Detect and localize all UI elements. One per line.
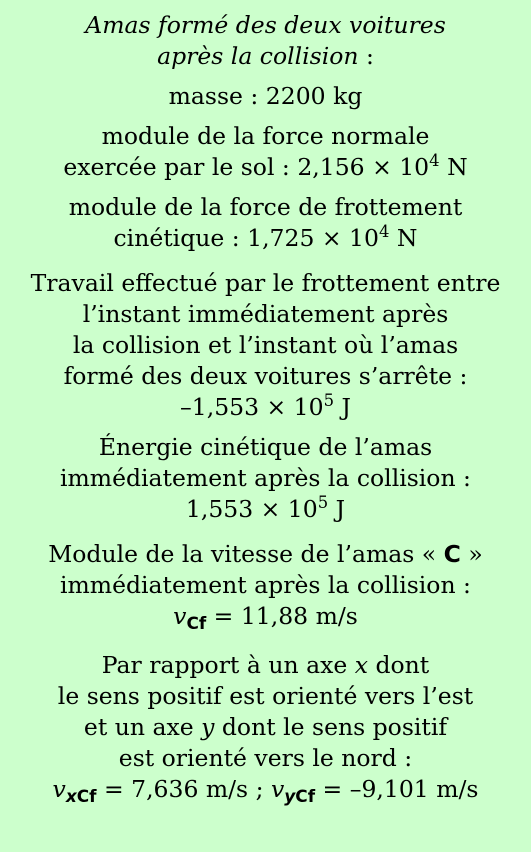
friction-force-block [0,192,531,254]
axes-line-3-text: et un axe [83,713,202,741]
axes-line-4: est orienté vers le nord : [118,744,413,772]
axes-line-1 [0,650,531,681]
speed-line-2: immédiatement après la collision : [60,571,471,599]
kinetic-energy-value: 1,553 × 10 [185,495,318,523]
work-exponent: 5 [323,390,335,410]
title-line-1: Amas formé des deux voitures [85,11,446,39]
normal-force-line-1: module de la force normale [101,122,430,150]
axis-x-variable: x [354,651,368,679]
normal-force-unit: N [439,153,468,181]
speed-variable-subscript: Cf [186,613,207,634]
mass-block [0,81,531,112]
mass-line: masse : 2200 kg [168,82,363,110]
title-line-2-tail: : [358,42,374,70]
work-line-1: Travail effectué par le frottement entre [30,269,501,297]
axes-line-1-tail: dont [367,651,430,679]
speed-value-line [0,601,531,632]
work-unit: J [334,393,351,421]
kinetic-energy-unit: J [328,495,346,523]
vy-variable: v [270,775,285,803]
vy-value: = –9,101 m/s [315,775,479,803]
work-value: –1,553 × 10 [180,393,324,421]
friction-force-line-1: module de la force de frottement [68,193,463,221]
vy-subscript [284,786,315,806]
kinetic-energy-line-1: Énergie cinétique de l’amas [98,433,433,461]
friction-force-line-2 [0,223,531,254]
axes-line-3 [0,712,531,743]
work-block [0,268,531,423]
title-block [0,10,531,72]
speed-line-1 [0,539,531,570]
components-value-line [0,774,531,805]
axis-y-variable: y [201,713,215,741]
normal-force-line-2 [0,152,531,183]
vy-subscript-cf: Cf [295,786,316,807]
friction-force-unit: N [389,224,418,252]
axes-line-1-text: Par rapport à un axe [101,651,355,679]
friction-force-value: cinétique : 1,725 × 10 [113,224,379,252]
normal-force-exponent: 4 [429,150,440,170]
friction-force-exponent: 4 [378,221,390,241]
work-line-3: la collision et l’instant où l’amas [72,331,459,359]
vx-subscript-axis: x [65,786,77,807]
vx-value: = 7,636 m/s ; [96,775,271,803]
speed-line-1-close: » [460,540,483,568]
vy-subscript-axis: y [284,786,296,807]
work-line-2: l’instant immédiatement après [82,300,449,328]
speed-variable: v [173,602,187,630]
normal-force-value: exercée par le sol : 2,156 × 10 [63,153,430,181]
title-line-2 [0,41,531,72]
components-block [0,650,531,805]
body-c-label: C [443,540,461,568]
speed-line-1-text: Module de la vitesse de l’amas « [48,540,444,568]
kinetic-energy-exponent: 5 [317,492,329,512]
kinetic-energy-line-2: immédiatement après la collision : [60,464,471,492]
kinetic-energy-value-line [0,494,531,525]
axes-line-3-tail: dont le sens positif [214,713,448,741]
title-line-2-italic: après la collision [157,42,359,70]
speed-value: = 11,88 m/s [206,602,358,630]
speed-block [0,539,531,632]
work-value-line [0,392,531,423]
vx-subscript [66,786,97,806]
normal-force-block [0,121,531,183]
kinetic-energy-block [0,432,531,525]
vx-subscript-cf: Cf [76,786,97,807]
axes-line-2: le sens positif est orienté vers l’est [57,682,474,710]
vx-variable: v [52,775,66,803]
work-line-4: formé des deux voitures s’arrête : [63,362,468,390]
